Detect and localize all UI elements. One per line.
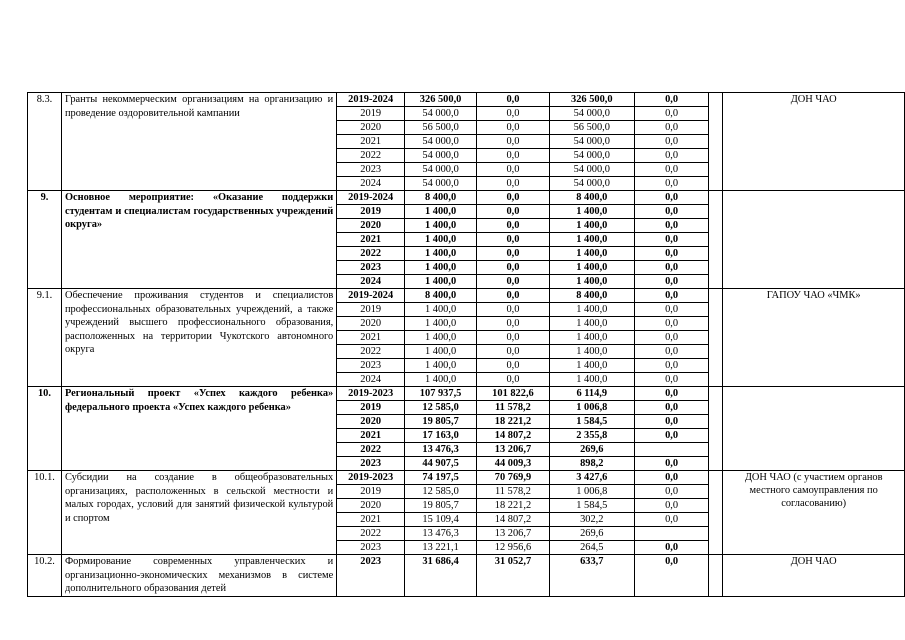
regional-cell: 54 000,0 [549, 107, 634, 121]
regional-cell: 1 400,0 [549, 275, 634, 289]
local-cell: 0,0 [634, 121, 709, 135]
federal-cell: 0,0 [477, 205, 550, 219]
total-cell: 1 400,0 [405, 205, 477, 219]
local-cell: 0,0 [634, 233, 709, 247]
federal-cell: 0,0 [477, 149, 550, 163]
item-name: Основное мероприятие: «Оказание поддержки студентам и специалистам государственных учреждений округа» [61, 191, 336, 289]
regional-cell: 8 400,0 [549, 191, 634, 205]
total-cell: 19 805,7 [405, 415, 477, 429]
year-cell: 2024 [337, 177, 405, 191]
local-cell: 0,0 [634, 457, 709, 471]
local-cell: 0,0 [634, 471, 709, 485]
regional-cell: 54 000,0 [549, 163, 634, 177]
regional-cell: 1 400,0 [549, 205, 634, 219]
year-cell: 2023 [337, 163, 405, 177]
item-name: Региональный проект «Успех каждого ребенка» федерального проекта «Успех каждого ребенка» [61, 387, 336, 471]
regional-cell: 1 400,0 [549, 261, 634, 275]
spacer-cell [709, 541, 723, 555]
total-cell: 54 000,0 [405, 107, 477, 121]
regional-cell: 54 000,0 [549, 149, 634, 163]
regional-cell: 2 355,8 [549, 429, 634, 443]
regional-cell: 269,6 [549, 527, 634, 541]
federal-cell: 0,0 [477, 135, 550, 149]
regional-cell: 54 000,0 [549, 135, 634, 149]
spacer-cell [709, 275, 723, 289]
local-cell [634, 443, 709, 457]
budget-table [27, 92, 905, 597]
spacer-cell [709, 247, 723, 261]
executor [723, 191, 905, 289]
regional-cell: 1 400,0 [549, 303, 634, 317]
year-cell: 2022 [337, 149, 405, 163]
year-cell: 2019 [337, 205, 405, 219]
spacer-cell [709, 499, 723, 513]
local-cell: 0,0 [634, 219, 709, 233]
total-cell: 1 400,0 [405, 275, 477, 289]
spacer-cell [709, 233, 723, 247]
local-cell: 0,0 [634, 331, 709, 345]
year-cell: 2020 [337, 121, 405, 135]
spacer-cell [709, 163, 723, 177]
year-cell: 2021 [337, 233, 405, 247]
item-number: 9. [28, 191, 62, 289]
total-cell: 15 109,4 [405, 513, 477, 527]
federal-cell: 14 807,2 [477, 429, 550, 443]
federal-cell: 11 578,2 [477, 485, 550, 499]
federal-cell: 14 807,2 [477, 513, 550, 527]
spacer-cell [709, 331, 723, 345]
year-cell: 2020 [337, 219, 405, 233]
federal-cell: 0,0 [477, 289, 550, 303]
federal-cell: 0,0 [477, 219, 550, 233]
local-cell: 0,0 [634, 415, 709, 429]
table-row [28, 191, 905, 205]
regional-cell: 1 400,0 [549, 331, 634, 345]
year-cell: 2022 [337, 527, 405, 541]
spacer-cell [709, 205, 723, 219]
spacer-cell [709, 93, 723, 107]
table-row [28, 93, 905, 107]
total-cell: 1 400,0 [405, 303, 477, 317]
executor: ГАПОУ ЧАО «ЧМК» [723, 289, 905, 387]
year-cell: 2020 [337, 317, 405, 331]
spacer-cell [709, 513, 723, 527]
total-cell: 12 585,0 [405, 401, 477, 415]
item-number: 10.2. [28, 555, 62, 597]
federal-cell: 0,0 [477, 233, 550, 247]
spacer-cell [709, 373, 723, 387]
regional-cell: 1 400,0 [549, 233, 634, 247]
total-cell: 1 400,0 [405, 373, 477, 387]
local-cell: 0,0 [634, 499, 709, 513]
local-cell: 0,0 [634, 275, 709, 289]
local-cell: 0,0 [634, 149, 709, 163]
regional-cell: 3 427,6 [549, 471, 634, 485]
total-cell: 1 400,0 [405, 261, 477, 275]
local-cell: 0,0 [634, 247, 709, 261]
federal-cell: 0,0 [477, 121, 550, 135]
regional-cell: 302,2 [549, 513, 634, 527]
total-cell: 1 400,0 [405, 359, 477, 373]
year-cell: 2019 [337, 303, 405, 317]
year-cell: 2019 [337, 485, 405, 499]
year-cell: 2019-2024 [337, 191, 405, 205]
regional-cell: 1 584,5 [549, 499, 634, 513]
regional-cell: 1 400,0 [549, 373, 634, 387]
total-cell: 107 937,5 [405, 387, 477, 401]
local-cell: 0,0 [634, 163, 709, 177]
table-row [28, 555, 905, 597]
total-cell: 1 400,0 [405, 331, 477, 345]
total-cell: 1 400,0 [405, 219, 477, 233]
year-cell: 2022 [337, 247, 405, 261]
total-cell: 326 500,0 [405, 93, 477, 107]
regional-cell: 6 114,9 [549, 387, 634, 401]
federal-cell: 0,0 [477, 303, 550, 317]
total-cell: 54 000,0 [405, 149, 477, 163]
table-row [28, 289, 905, 303]
regional-cell: 264,5 [549, 541, 634, 555]
spacer-cell [709, 345, 723, 359]
federal-cell: 31 052,7 [477, 555, 550, 597]
year-cell: 2021 [337, 513, 405, 527]
item-name: Субсидии на создание в общеобразовательных организациях, расположенных в сельской местности и малых городах, условий для занятий физической культурой и спортом [61, 471, 336, 555]
regional-cell: 56 500,0 [549, 121, 634, 135]
local-cell: 0,0 [634, 289, 709, 303]
federal-cell: 0,0 [477, 275, 550, 289]
spacer-cell [709, 429, 723, 443]
year-cell: 2019 [337, 401, 405, 415]
total-cell: 19 805,7 [405, 499, 477, 513]
federal-cell: 0,0 [477, 261, 550, 275]
total-cell: 13 476,3 [405, 443, 477, 457]
federal-cell: 0,0 [477, 191, 550, 205]
regional-cell: 1 400,0 [549, 359, 634, 373]
federal-cell: 12 956,6 [477, 541, 550, 555]
local-cell: 0,0 [634, 135, 709, 149]
regional-cell: 1 400,0 [549, 247, 634, 261]
item-name: Обеспечение проживания студентов и специалистов профессиональных образовательных учреждений, а также учреждений высшего профессионального образования, расположенных на территории Чукотского автономного округа [61, 289, 336, 387]
local-cell: 0,0 [634, 429, 709, 443]
year-cell: 2019-2024 [337, 93, 405, 107]
federal-cell: 0,0 [477, 93, 550, 107]
total-cell: 54 000,0 [405, 177, 477, 191]
total-cell: 8 400,0 [405, 191, 477, 205]
total-cell: 13 476,3 [405, 527, 477, 541]
spacer-cell [709, 261, 723, 275]
item-number: 8.3. [28, 93, 62, 191]
spacer-cell [709, 527, 723, 541]
year-cell: 2020 [337, 415, 405, 429]
local-cell: 0,0 [634, 93, 709, 107]
federal-cell: 18 221,2 [477, 415, 550, 429]
executor: ДОН ЧАО [723, 93, 905, 191]
spacer-cell [709, 177, 723, 191]
spacer-cell [709, 485, 723, 499]
regional-cell: 1 006,8 [549, 485, 634, 499]
total-cell: 13 221,1 [405, 541, 477, 555]
regional-cell: 8 400,0 [549, 289, 634, 303]
local-cell: 0,0 [634, 317, 709, 331]
spacer-cell [709, 359, 723, 373]
total-cell: 54 000,0 [405, 163, 477, 177]
federal-cell: 101 822,6 [477, 387, 550, 401]
regional-cell: 1 400,0 [549, 219, 634, 233]
federal-cell: 70 769,9 [477, 471, 550, 485]
regional-cell: 326 500,0 [549, 93, 634, 107]
spacer-cell [709, 289, 723, 303]
executor [723, 387, 905, 471]
local-cell: 0,0 [634, 261, 709, 275]
regional-cell: 1 584,5 [549, 415, 634, 429]
year-cell: 2019-2023 [337, 387, 405, 401]
year-cell: 2022 [337, 345, 405, 359]
federal-cell: 0,0 [477, 317, 550, 331]
regional-cell: 898,2 [549, 457, 634, 471]
year-cell: 2024 [337, 275, 405, 289]
total-cell: 1 400,0 [405, 345, 477, 359]
spacer-cell [709, 135, 723, 149]
federal-cell: 0,0 [477, 331, 550, 345]
item-number: 10.1. [28, 471, 62, 555]
spacer-cell [709, 219, 723, 233]
total-cell: 17 163,0 [405, 429, 477, 443]
total-cell: 56 500,0 [405, 121, 477, 135]
local-cell: 0,0 [634, 555, 709, 597]
item-number: 9.1. [28, 289, 62, 387]
item-name: Гранты некоммерческим организациям на организацию и проведение оздоровительной кампании [61, 93, 336, 191]
table-row [28, 471, 905, 485]
regional-cell: 269,6 [549, 443, 634, 457]
local-cell: 0,0 [634, 401, 709, 415]
federal-cell: 13 206,7 [477, 527, 550, 541]
local-cell: 0,0 [634, 541, 709, 555]
year-cell: 2023 [337, 555, 405, 597]
local-cell: 0,0 [634, 303, 709, 317]
total-cell: 44 907,5 [405, 457, 477, 471]
total-cell: 31 686,4 [405, 555, 477, 597]
year-cell: 2023 [337, 457, 405, 471]
spacer-cell [709, 107, 723, 121]
federal-cell: 44 009,3 [477, 457, 550, 471]
spacer-cell [709, 555, 723, 597]
spacer-cell [709, 191, 723, 205]
spacer-cell [709, 387, 723, 401]
spacer-cell [709, 401, 723, 415]
executor: ДОН ЧАО (с участием органов местного самоуправления по согласованию) [723, 471, 905, 555]
total-cell: 1 400,0 [405, 233, 477, 247]
year-cell: 2019-2023 [337, 471, 405, 485]
total-cell: 8 400,0 [405, 289, 477, 303]
year-cell: 2023 [337, 541, 405, 555]
spacer-cell [709, 149, 723, 163]
federal-cell: 0,0 [477, 359, 550, 373]
year-cell: 2024 [337, 373, 405, 387]
year-cell: 2023 [337, 261, 405, 275]
local-cell: 0,0 [634, 485, 709, 499]
table-body [28, 93, 905, 597]
federal-cell: 0,0 [477, 107, 550, 121]
spacer-cell [709, 121, 723, 135]
year-cell: 2019 [337, 107, 405, 121]
total-cell: 1 400,0 [405, 247, 477, 261]
federal-cell: 18 221,2 [477, 499, 550, 513]
total-cell: 74 197,5 [405, 471, 477, 485]
local-cell: 0,0 [634, 345, 709, 359]
local-cell: 0,0 [634, 513, 709, 527]
regional-cell: 54 000,0 [549, 177, 634, 191]
year-cell: 2019-2024 [337, 289, 405, 303]
federal-cell: 0,0 [477, 373, 550, 387]
total-cell: 1 400,0 [405, 317, 477, 331]
year-cell: 2021 [337, 331, 405, 345]
regional-cell: 1 400,0 [549, 317, 634, 331]
local-cell: 0,0 [634, 205, 709, 219]
spacer-cell [709, 443, 723, 457]
federal-cell: 0,0 [477, 345, 550, 359]
year-cell: 2021 [337, 135, 405, 149]
federal-cell: 0,0 [477, 163, 550, 177]
federal-cell: 13 206,7 [477, 443, 550, 457]
year-cell: 2021 [337, 429, 405, 443]
regional-cell: 1 400,0 [549, 345, 634, 359]
table-row [28, 387, 905, 401]
regional-cell: 633,7 [549, 555, 634, 597]
spacer-cell [709, 303, 723, 317]
federal-cell: 11 578,2 [477, 401, 550, 415]
local-cell: 0,0 [634, 191, 709, 205]
year-cell: 2022 [337, 443, 405, 457]
spacer-cell [709, 457, 723, 471]
total-cell: 54 000,0 [405, 135, 477, 149]
year-cell: 2023 [337, 359, 405, 373]
federal-cell: 0,0 [477, 177, 550, 191]
spacer-cell [709, 317, 723, 331]
local-cell: 0,0 [634, 359, 709, 373]
year-cell: 2020 [337, 499, 405, 513]
executor: ДОН ЧАО [723, 555, 905, 597]
local-cell: 0,0 [634, 177, 709, 191]
total-cell: 12 585,0 [405, 485, 477, 499]
spacer-cell [709, 471, 723, 485]
item-number: 10. [28, 387, 62, 471]
regional-cell: 1 006,8 [549, 401, 634, 415]
local-cell: 0,0 [634, 387, 709, 401]
federal-cell: 0,0 [477, 247, 550, 261]
spacer-cell [709, 415, 723, 429]
local-cell: 0,0 [634, 107, 709, 121]
local-cell: 0,0 [634, 373, 709, 387]
item-name: Формирование современных управленческих и организационно-экономических механизмов в системе дополнительного образования детей [61, 555, 336, 597]
local-cell [634, 527, 709, 541]
